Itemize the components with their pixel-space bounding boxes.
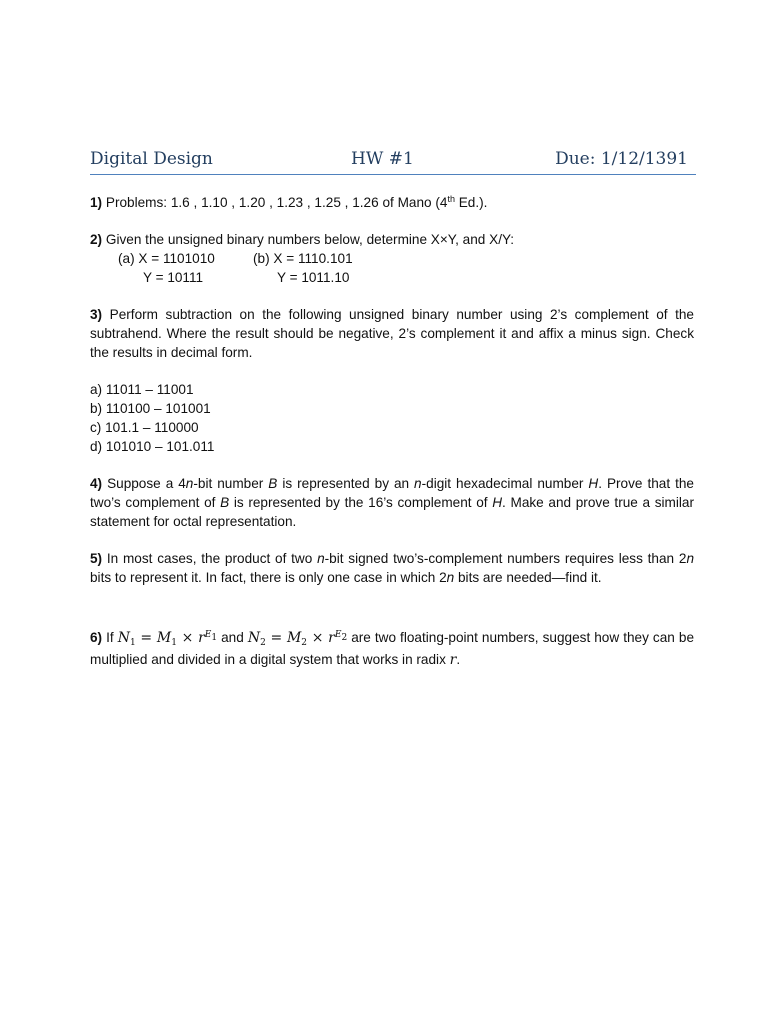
question-5-var-n: n [317, 551, 325, 566]
formula-r1-var: r [198, 630, 205, 646]
question-4-var-b: B [268, 476, 278, 491]
question-4-var-b-2: B [220, 494, 230, 510]
question-6-period: . [456, 652, 461, 667]
question-4-text-5: . Prove that the two’s complement of [90, 476, 694, 510]
question-6-if: If [106, 630, 118, 645]
formula-e1-var: E [204, 630, 212, 640]
question-5-text-4: bits are needed—find it. [454, 569, 602, 585]
question-3-item-a: a) 11011 – 11001 [90, 382, 194, 397]
question-4-text-7: . Make and prove true a similar statement for octal representation. [90, 494, 695, 529]
formula-e1 [204, 630, 218, 643]
question-3-item-c: c) 101.1 – 110000 [90, 420, 199, 435]
formula-n1-times: × [176, 630, 199, 646]
question-1-number: 1) [90, 195, 103, 210]
formula-e2-sub: 2 [341, 633, 348, 643]
formula-m1-var: M [156, 630, 172, 646]
question-4-text-1: Suppose a 4 [107, 476, 186, 491]
question-2 [90, 231, 514, 250]
question-3 [90, 306, 694, 362]
question-3-item-d: d) 101010 – 101.011 [90, 439, 215, 454]
formula-e2 [334, 630, 348, 643]
question-5 [90, 550, 694, 588]
question-4-var-h: H [588, 476, 599, 491]
question-6-text: are two floating-point numbers, suggest how they can be multiplied and divided in a digital system that works in radix [90, 630, 694, 667]
question-2-a-x: (a) X = 1101010 [118, 251, 215, 266]
question-4-number: 4) [90, 476, 103, 491]
question-5-var-n-3: n [446, 569, 455, 585]
question-4 [90, 475, 694, 531]
formula-m2-sub: 2 [301, 638, 308, 648]
question-1-text: Problems: 1.6 , 1.10 , 1.20 , 1.23 , 1.25 , 1.26 of Mano (4 [105, 195, 448, 210]
question-5-text-3: bits to represent it. In fact, there is only one case in which 2 [90, 569, 447, 585]
question-2-b-x: (b) X = 1110.101 [253, 251, 353, 266]
formula-n1-sub: 1 [129, 638, 136, 648]
formula-m2-var: M [286, 630, 302, 646]
question-5-var-n-2: n [686, 551, 695, 566]
formula-e1-sub: 1 [211, 633, 218, 643]
question-4-text-2: -bit number [193, 476, 269, 491]
formula-n2-times: × [307, 630, 329, 646]
question-4-var-h-2: H [492, 494, 503, 510]
question-1-text-end: Ed.). [454, 195, 488, 210]
question-3-item-b: b) 110100 – 101001 [90, 401, 211, 416]
question-5-text-2: -bit signed two’s-complement numbers requires less than 2 [324, 551, 687, 566]
question-4-var-n: n [185, 476, 194, 491]
question-2-a-y: Y = 10111 [143, 270, 204, 285]
question-6-radix-r: r [449, 652, 457, 668]
question-6-and: and [217, 630, 248, 645]
question-5-number: 5) [90, 551, 103, 566]
question-2-number: 2) [90, 232, 103, 247]
question-1 [90, 194, 487, 213]
due-date: Due: 1/12/1391 [555, 149, 688, 169]
question-4-text-4: -digit hexadecimal number [421, 476, 589, 491]
question-5-text-1: In most cases, the product of two [106, 551, 318, 566]
formula-n2 [248, 630, 347, 646]
course-title: Digital Design [90, 149, 213, 169]
formula-e2-var: E [334, 630, 342, 640]
question-2-text: Given the unsigned binary numbers below, determine X×Y, and X/Y: [105, 232, 515, 247]
formula-r2-var: r [328, 630, 335, 646]
question-3-number: 3) [90, 307, 103, 322]
question-6 [90, 627, 694, 671]
question-3-text: Perform subtraction on the following unsigned binary number using 2’s complement of the subtrahend. Where the result should be negative, 2’s complement it and affix a minus sign. Check the results in decimal form. [90, 307, 694, 360]
formula-m1-sub: 1 [171, 638, 177, 648]
question-4-text-6: is represented by the 16’s complement of [229, 494, 493, 510]
formula-n1-equals: = [135, 630, 157, 646]
formula-n2-var: N [247, 630, 261, 646]
page-header [90, 148, 696, 175]
question-4-text-3: is represented by an [277, 476, 415, 491]
question-1-superscript: th [447, 194, 455, 204]
question-2-b-y: Y = 1011.10 [277, 270, 350, 285]
formula-n1-var: N [117, 630, 130, 646]
homework-number: HW #1 [351, 149, 414, 169]
formula-n2-sub: 2 [260, 638, 266, 648]
formula-n1 [118, 630, 217, 646]
formula-n2-equals: = [265, 630, 287, 646]
question-6-number: 6) [90, 630, 103, 645]
question-4-var-n-2: n [414, 476, 422, 491]
